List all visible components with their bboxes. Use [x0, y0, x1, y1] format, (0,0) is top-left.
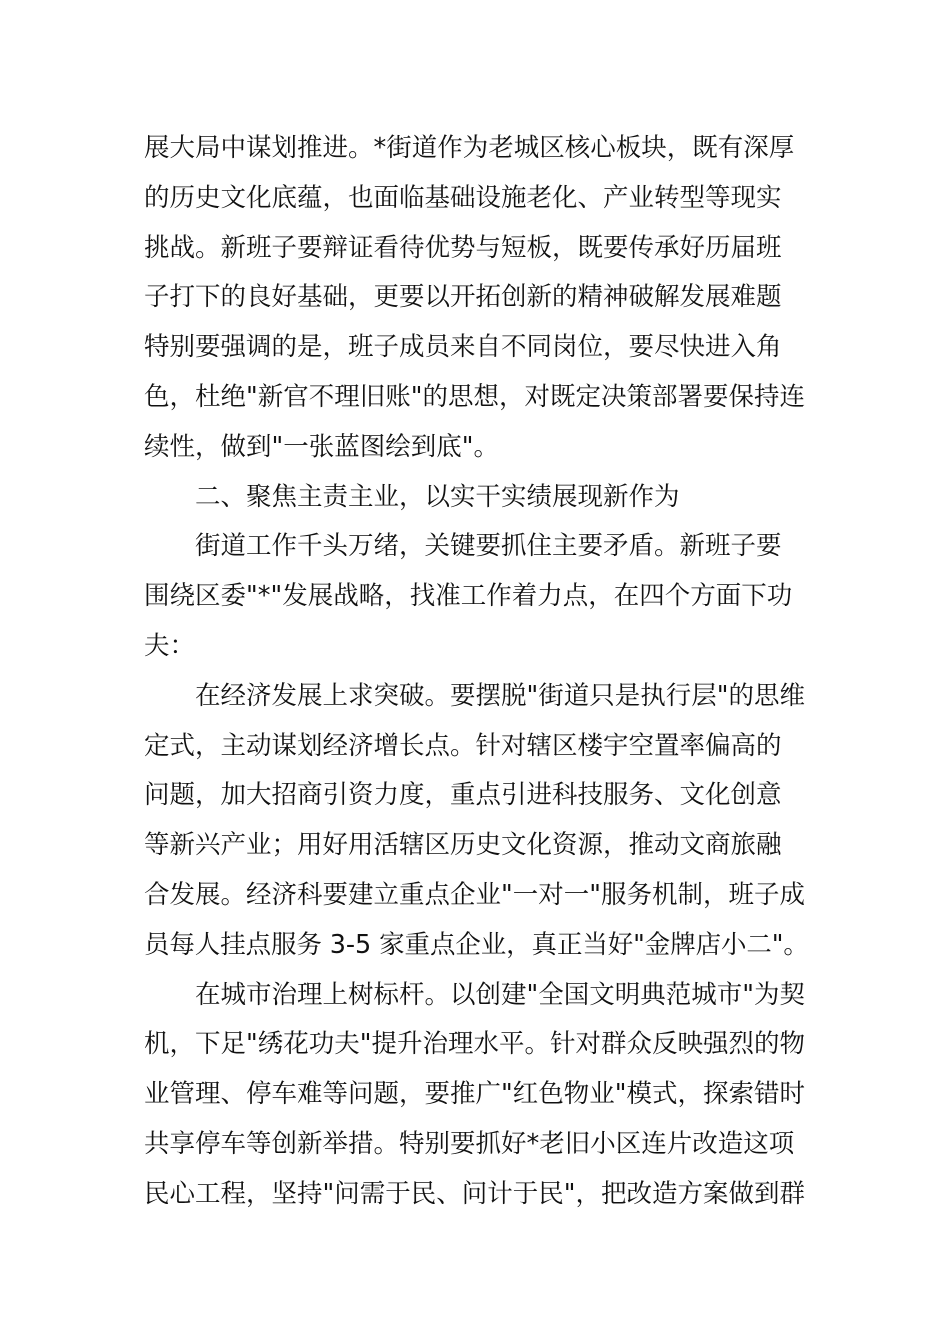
text-line: 街道工作千头万绪，关键要抓住主要矛盾。新班子要: [195, 531, 782, 562]
text-line: 在经济发展上求突破。要摆脱"街道只是执行层"的思维: [195, 680, 805, 711]
text-line: 特别要强调的是，班子成员来自不同岗位，要尽快进入角: [144, 332, 782, 363]
text-line: 展大局中谋划推进。*街道作为老城区核心板块，既有深厚: [144, 133, 795, 163]
text-line: 的历史文化底蕴，也面临基础设施老化、产业转型等现实: [144, 182, 782, 213]
text-line: 民心工程，坚持"问需于民、问计于民"，把改造方案做到群: [144, 1178, 805, 1209]
text-line: 二、聚焦主责主业，以实干实绩展现新作为: [195, 481, 680, 512]
text-line: 续性，做到"一张蓝图绘到底"。: [144, 431, 499, 462]
text-line: 问题，加大招商引资力度，重点引进科技服务、文化创意: [144, 780, 782, 811]
document-body: [144, 124, 809, 1220]
text-line: 挑战。新班子要辩证看待优势与短板，既要传承好历届班: [144, 232, 782, 263]
text-line: 夫：: [144, 630, 196, 661]
text-line: 在城市治理上树标杆。以创建"全国文明典范城市"为契: [195, 979, 805, 1010]
text-line: 色，杜绝"新官不理旧账"的思想，对既定决策部署要保持连: [144, 381, 805, 412]
text-line: 业管理、停车难等问题，要推广"红色物业"模式，探索错时: [144, 1079, 805, 1110]
text-line: 等新兴产业；用好用活辖区历史文化资源，推动文商旅融: [144, 830, 782, 861]
text-line: 合发展。经济科要建立重点企业"一对一"服务机制，班子成: [144, 879, 805, 910]
text-line: 共享停车等创新举措。特别要抓好*老旧小区连片改造这项: [144, 1128, 795, 1159]
text-line: 机，下足"绣花功夫"提升治理水平。针对群众反映强烈的物: [144, 1029, 805, 1060]
text-line: 子打下的良好基础，更要以开拓创新的精神破解发展难题: [144, 282, 782, 313]
text-line: 围绕区委"*"发展战略，找准工作着力点，在四个方面下功: [144, 581, 793, 612]
text-line: 定式，主动谋划经济增长点。针对辖区楼宇空置率偏高的: [144, 730, 782, 761]
text-line: 员每人挂点服务 3-5 家重点企业，真正当好"金牌店小二"。: [144, 929, 809, 960]
